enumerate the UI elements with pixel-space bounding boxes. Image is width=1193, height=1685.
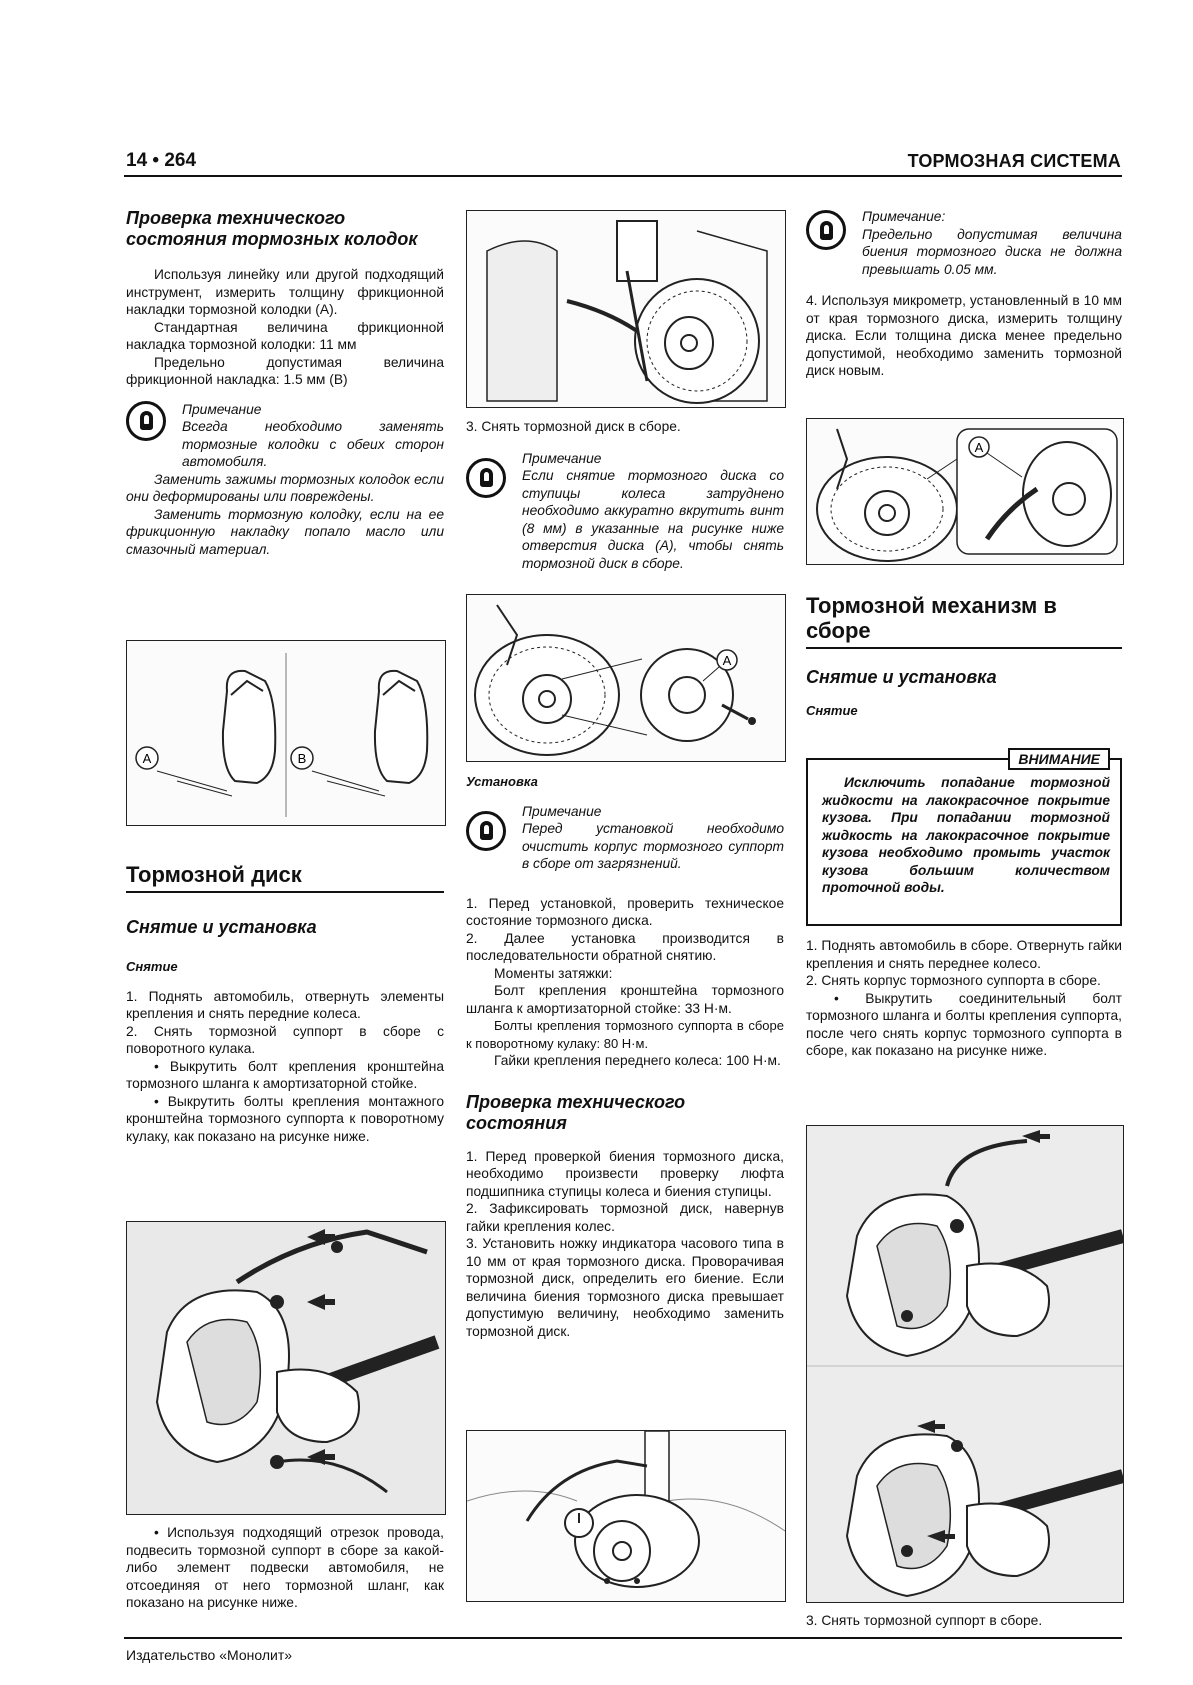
note-paragraph-3: Заменить тормозную колодку, если на ее фрикционную накладку попало масло или смазочный материал. (126, 506, 444, 557)
torque-3: Гайки крепления переднего колеса: 100 Н·м. (494, 1053, 781, 1068)
check-step-2: 2. Зафиксировать тормозной диск, навернув гайки крепления колес. (466, 1201, 784, 1234)
install-note (466, 803, 784, 873)
hole-label-a: A (722, 653, 732, 668)
install-step-1: 1. Перед установкой, проверить техническое состояние тормозного диска. (466, 895, 784, 928)
warning-tag: ВНИМАНИЕ (1008, 748, 1110, 770)
install-label: Установка (466, 774, 538, 789)
note-title: Примечание (522, 450, 602, 466)
step-3: 3. Снять тормозной диск в сборе. (466, 419, 681, 434)
check-step-1: 1. Перед проверкой биения тормозного диска, необходимо произвести проверку люфта подшипника ступицы колеса и биения ступицы. (466, 1148, 784, 1199)
torque-2: Болты крепления тормозного суппорта в сборе к поворотному кулаку: 80 Н·м. (466, 1018, 784, 1051)
lightbulb-icon (466, 811, 506, 851)
torque-1: Болт крепления кронштейна тормозного шланга к амортизаторной стойке: 33 Н·м. (466, 983, 784, 1016)
figure-brake-pads (126, 640, 446, 826)
note-title: Примечание: (862, 209, 946, 224)
runout-note (806, 208, 1122, 278)
figure-caliper-bolts (126, 1221, 446, 1515)
note-paragraph-1: Всегда необходимо заменять тормозные колодки с обеих сторон автомобиля. (182, 419, 444, 469)
pad-label-a: A (142, 751, 152, 766)
section-title: ТОРМОЗНАЯ СИСТЕМА (907, 151, 1121, 171)
column-3 (806, 208, 1122, 380)
note-title: Примечание (182, 401, 262, 417)
column-2-lower (466, 773, 784, 1340)
lightbulb-icon (126, 401, 166, 441)
header-rule (124, 175, 1122, 177)
figure-micrometer (806, 418, 1124, 565)
disc-section-title: Тормозной диск (126, 862, 302, 887)
disc-subsection-title: Снятие и установка (126, 917, 317, 937)
step-2-bullet-3: • Используя подходящий отрезок провода, подвесить тормозной суппорт в сборе за какой-либо элемент подвески автомобиля, не отсоединяя от него тормозной шланг, как показано на рисунке ниже. (126, 1525, 444, 1610)
micrometer-label-a: A (974, 440, 984, 455)
page-number: 14 • 264 (126, 150, 197, 171)
figure-caliper-removal (806, 1125, 1124, 1603)
pads-note (126, 401, 444, 559)
mech-step-2-bullet: • Выкрутить соединительный болт тормозного шланга и болты крепления суппорта, после чего снять корпус тормозного суппорта в сборе, как показано на рисунке ниже. (806, 990, 1122, 1058)
lightbulb-icon (806, 210, 846, 250)
pads-paragraph-1: Используя линейку или другой подходящий инструмент, измерить толщину фрикционной накладки тормозной колодки (A). (126, 267, 444, 317)
column-3-steps (806, 937, 1122, 1060)
pads-section-title: Проверка технического состояния тормозных колодок (126, 208, 418, 249)
note-paragraph-2: Заменить зажимы тормозных колодок если они деформированы или повреждены. (126, 471, 444, 504)
mechanism-section-title: Тормозной механизм в сборе (806, 593, 1057, 643)
column-1-bottom (126, 1524, 444, 1612)
pads-paragraph-3: Предельно допустимая величина фрикционной накладка: 1.5 мм (B) (126, 354, 444, 387)
column-2 (466, 418, 784, 572)
note-text: Перед установкой необходимо очистить корпус тормозного суппорт в сборе от загрязнений. (522, 821, 784, 871)
disc-title-rule (126, 891, 444, 893)
figure-disc-holes (466, 594, 786, 762)
warning-box (806, 751, 1122, 926)
column-3-bottom (806, 1612, 1122, 1630)
install-step-2: 2. Далее установка производится в последовательности обратной снятию. (466, 930, 784, 963)
warning-text: Исключить попадание тормозной жидкости на лакокрасочное покрытие кузова. При попадании тормозной жидкость на лакокрасочное покрытие кузова необходимо промыть участок кузова большим количеством проточной воды. (822, 775, 1110, 895)
footer-rule (124, 1637, 1122, 1639)
pads-paragraph-2: Стандартная величина фрикционной накладка тормозной колодки: 11 мм (126, 319, 444, 352)
column-3-lower (806, 593, 1122, 720)
step-2-bullet-2: • Выкрутить болты крепления монтажного кронштейна тормозного суппорта к поворотному кулаку, как показано на рисунке ниже. (126, 1093, 444, 1144)
column-1-lower (126, 862, 444, 1145)
step-2-bullet-1: • Выкрутить болт крепления кронштейна тормозного шланга к амортизаторной стойке. (126, 1058, 444, 1091)
note-title: Примечание (522, 803, 602, 819)
note-text: Предельно допустимая величина биения тормозного диска не должна превышать 0.05 мм. (862, 226, 1122, 277)
figure-disc-on-hub (466, 210, 786, 408)
pad-label-b: B (297, 751, 307, 766)
step-1: 1. Поднять автомобиль, отвернуть элементы крепления и снять передние колеса. (126, 988, 444, 1021)
step-4: 4. Используя микрометр, установленный в 10 мм от края тормозного диска, измерить толщину диска. Если толщина диска менее предельно допустимой, необходимо заменить тормозной диск новым. (806, 293, 1122, 378)
mechanism-title-rule (806, 647, 1122, 649)
check-section-title: Проверка технического состояния (466, 1091, 686, 1133)
step-2: 2. Снять тормозной суппорт в сборе с поворотного кулака. (126, 1023, 444, 1056)
removal-label: Снятие (126, 959, 178, 974)
check-step-3: 3. Установить ножку индикатора часового типа в 10 мм от края тормозного диска. Проворачивая тормозной диск, определить его биение. Если величина биения тормозного диска превышает допустимую величину, необходимо заменить тормозной диск. (466, 1236, 784, 1339)
torque-label: Моменты затяжки: (494, 965, 613, 981)
mechanism-subsection-title: Снятие и установка (806, 667, 997, 687)
lightbulb-icon (466, 458, 506, 498)
mech-step-3: 3. Снять тормозной суппорт в сборе. (806, 1613, 1043, 1628)
figure-dial-indicator (466, 1430, 786, 1602)
publisher: Издательство «Монолит» (126, 1647, 293, 1663)
note-text: Если снятие тормозного диска со ступицы колеса затруднено необходимо аккуратно вкрутить винт (8 мм) в указанные на рисунке ниже отверстия диска (A), чтобы снять тормозной диск в сборе. (522, 468, 784, 571)
mech-step-1: 1. Поднять автомобиль в сборе. Отвернуть гайки крепления и снять переднее колесо. (806, 938, 1122, 971)
mech-step-2: 2. Снять корпус тормозного суппорта в сборе. (806, 973, 1101, 988)
disc-note (466, 450, 784, 573)
removal-label: Снятие (806, 703, 858, 718)
column-1 (126, 208, 444, 558)
